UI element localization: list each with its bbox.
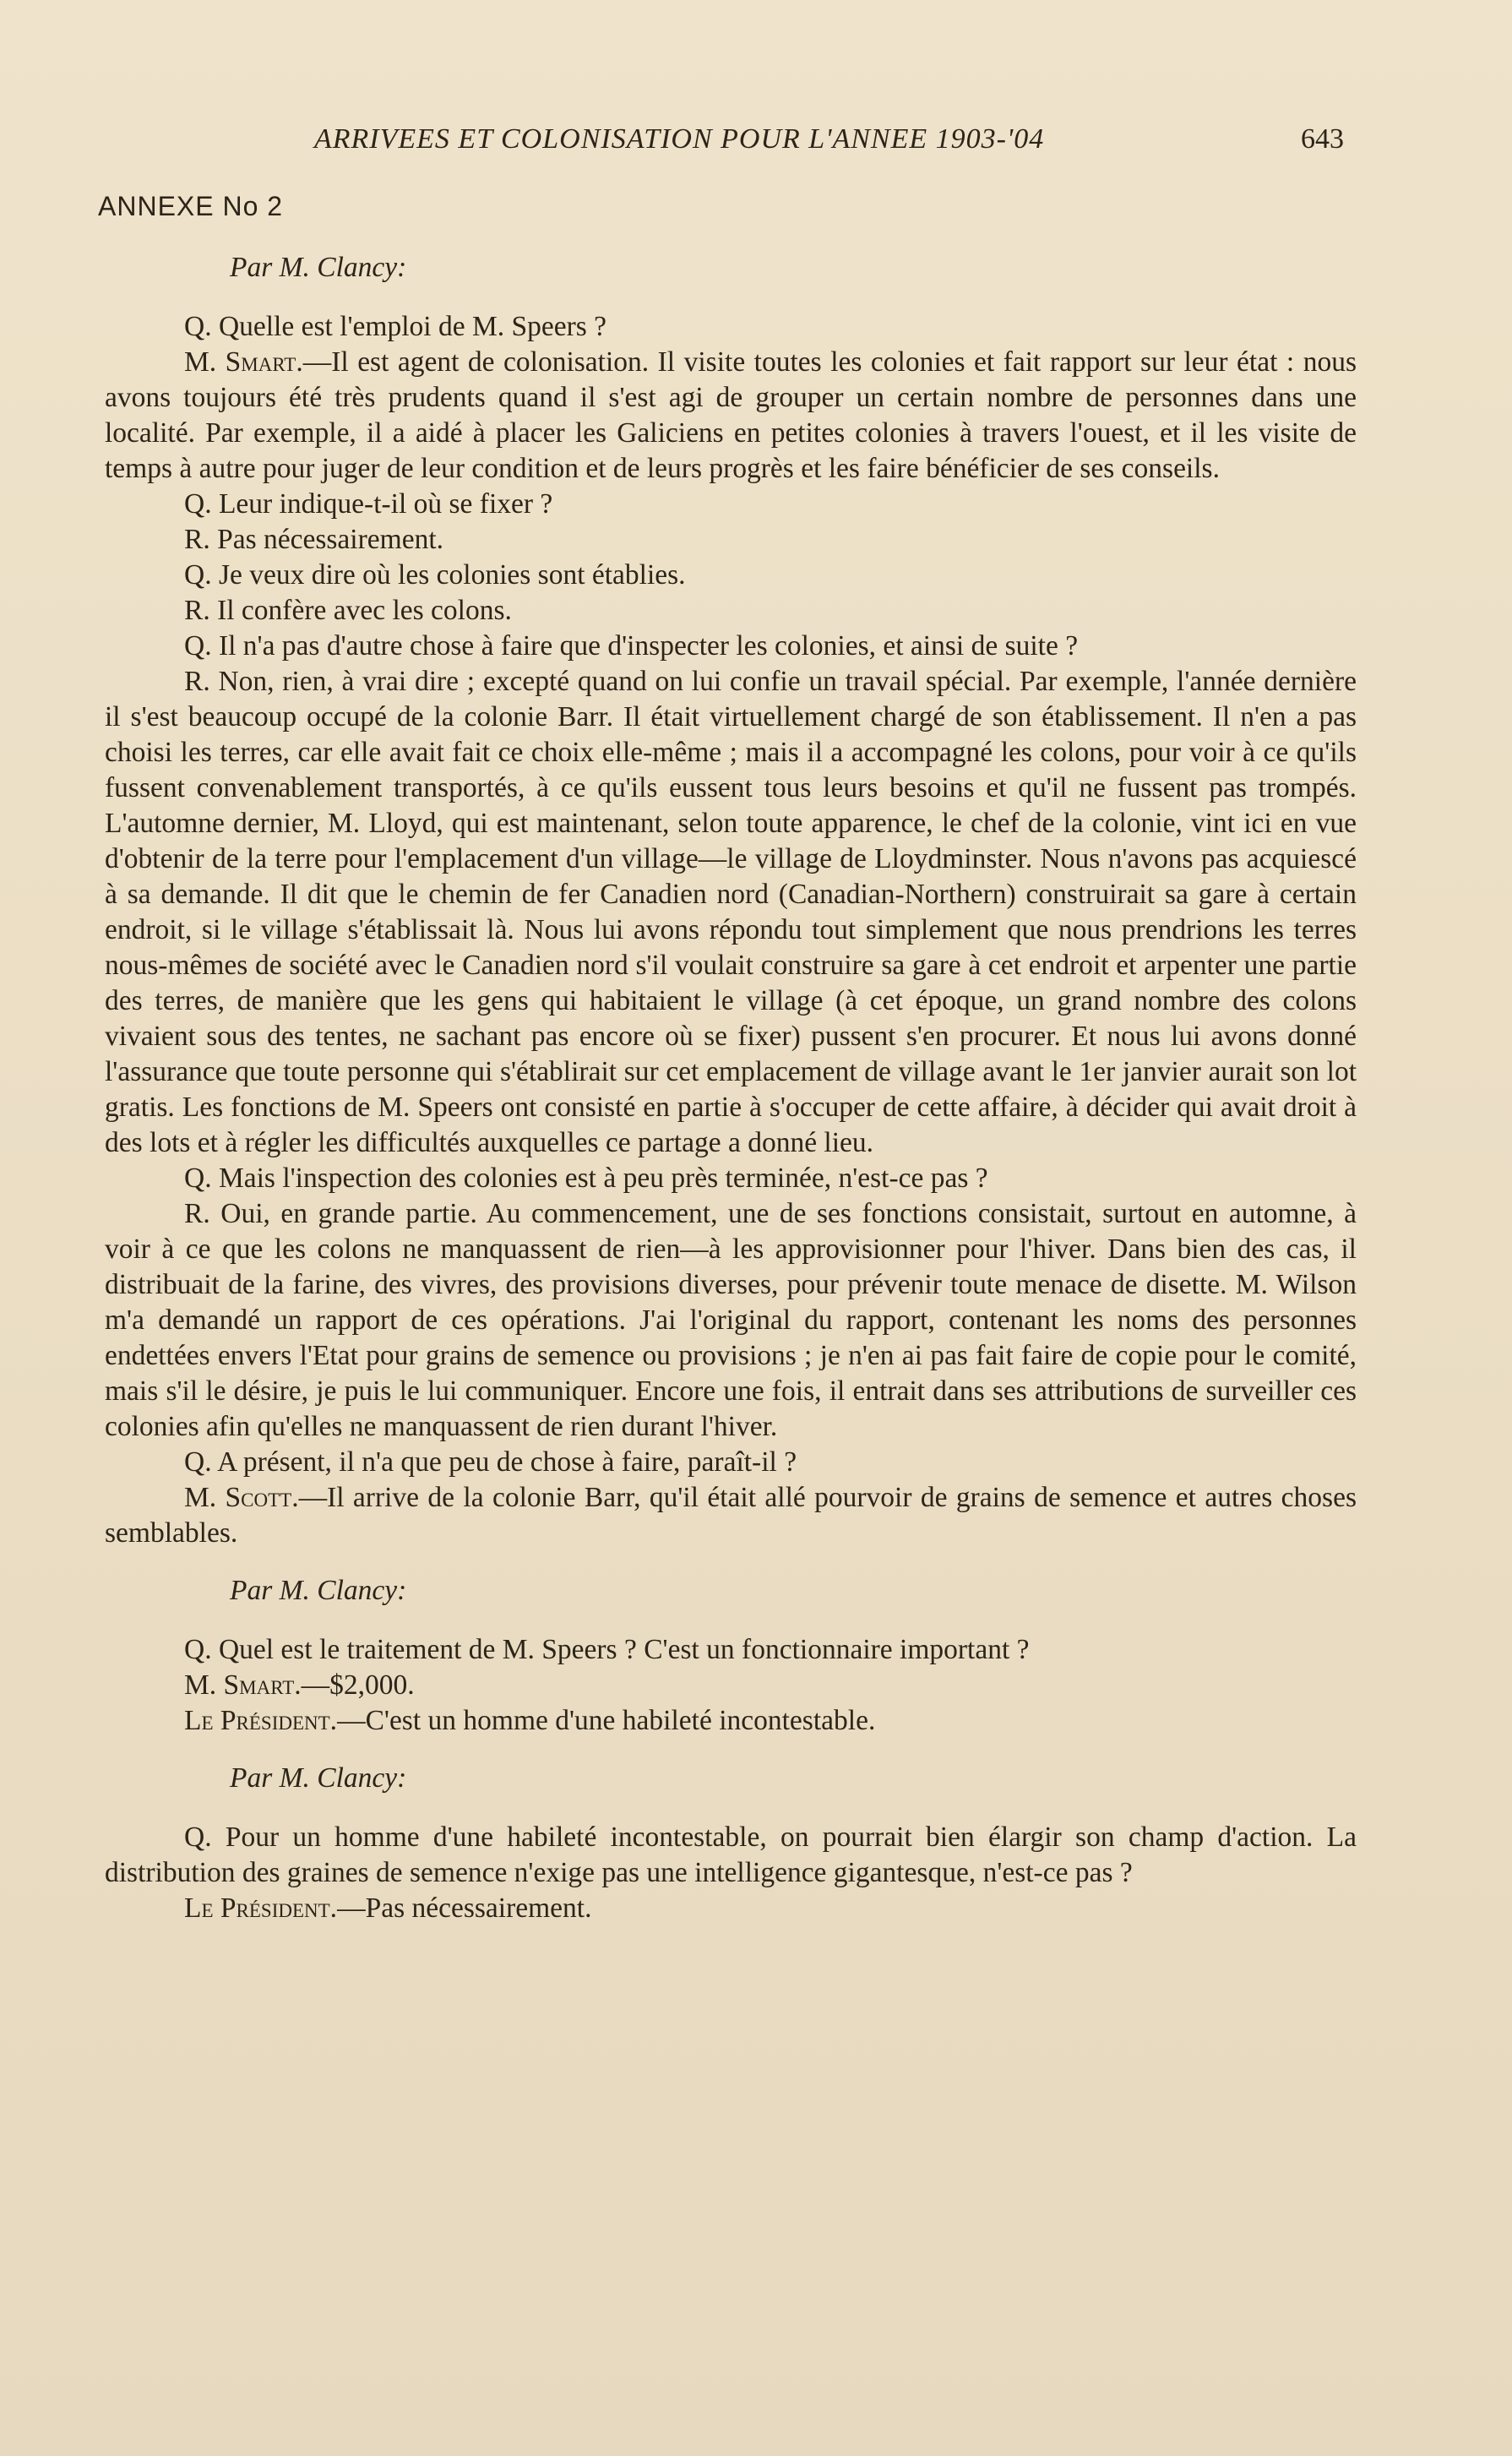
page-number: 643 [1301,123,1344,155]
testimony-paragraph [105,1820,1357,1891]
body-text [105,250,1357,1926]
testimony-paragraph [105,1891,1357,1926]
testimony-paragraph [105,1196,1357,1445]
paragraph-text: —C'est un homme d'une habileté incontestable. [337,1705,876,1736]
testimony-paragraph [105,1480,1357,1551]
testimony-paragraph [105,1668,1357,1703]
paragraph-text: —Il est agent de colonisation. Il visite toutes les colonies et fait rapport sur leur état : nous avons toujours été très prudents quand il s'est agi de grouper un certain nombre de personnes dans une localité. Par exemple, il a aidé à placer les Galiciens en petites colonies à travers l'ouest, et il les visite de temps à autre pour juger de leur condition et de leurs progrès et les faire bénéficier de ses conseils. [105,346,1357,484]
testimony-paragraph [105,522,1357,558]
testimony-paragraph [105,629,1357,664]
paragraph-text: R. Il confère avec les colons. [184,595,512,626]
testimony-paragraph [105,309,1357,345]
paragraph-text: Q. A présent, il n'a que peu de chose à faire, paraît-il ? [184,1446,797,1478]
paragraph-text: R. Non, rien, à vrai dire ; excepté quand on lui confie un travail spécial. Par exemple, l'année dernière il s'est beaucoup occupé de la colonie Barr. Il était virtuellement chargé de son établissement. Il n'en a pas choisi les terres, car elle avait fait ce choix elle-même ; mais il a accompagné les colons, pour voir à ce qu'ils fussent convenablement transportés, à ce qu'ils eussent tous leurs besoins et qu'il ne fussent pas trompés. L'automne dernier, M. Lloyd, qui est maintenant, selon toute apparence, le chef de la colonie, vint ici en vue d'obtenir de la terre pour l'emplacement d'un village—le village de Lloydminster. Nous n'avons pas acquiescé à sa demande. Il dit que le chemin de fer Canadien nord (Canadian-Northern) construirait sa gare à certain endroit, si le village s'établissait là. Nous lui avons répondu tout simplement que nous prendrions les terres nous-mêmes de société avec le Canadien nord s'il voulait construire sa gare à cet endroit et arpenter une partie des terres, de manière que les gens qui habitaient le village (à cet époque, un grand nombre des colons vivaient sous des tentes, ne sachant pas encore où se fixer) pussent s'en procurer. Et nous lui avons donné l'assurance que toute personne qui s'établirait sur cet emplacement de village avant le 1er janvier aurait son lot gratis. Les fonctions de M. Speers ont consisté en partie à s'occuper de cette affaire, à décider qui avait droit à des lots et à régler les difficultés auxquelles ce partage a donné lieu. [105,666,1357,1158]
speaker-name: M. Smart. [184,346,303,378]
paragraph-text: Q. Quelle est l'emploi de M. Speers ? [184,311,607,342]
testimony-paragraph [105,487,1357,522]
paragraph-text: Q. Je veux dire où les colonies sont établies. [184,559,686,591]
annex-label: ANNEXE No 2 [98,191,284,221]
testimony-paragraph [105,1632,1357,1668]
testimony-paragraph [105,1161,1357,1196]
speaker-heading: Par M. Clancy: [230,1575,407,1606]
paragraph-text: Q. Mais l'inspection des colonies est à peu près terminée, n'est-ce pas ? [184,1163,988,1194]
paragraph-text: Q. Il n'a pas d'autre chose à faire que d'inspecter les colonies, et ainsi de suite ? [184,630,1079,662]
testimony-paragraph [105,1445,1357,1480]
paragraph-text: —Pas nécessairement. [337,1892,592,1924]
paragraph-text: Q. Pour un homme d'une habileté incontestable, on pourrait bien élargir son champ d'action. La distribution des graines de semence n'exige pas une intelligence gigantesque, n'est-ce pas ? [105,1822,1357,1888]
paragraph-text: —$2,000. [301,1669,415,1701]
speaker-heading: Par M. Clancy: [230,252,407,283]
speaker-name: Le Président. [184,1705,338,1736]
testimony-paragraph [105,345,1357,487]
speaker-name: M. Smart. [184,1669,302,1701]
paragraph-text: R. Pas nécessairement. [184,524,443,555]
testimony-paragraph [105,558,1357,593]
running-title: ARRIVEES ET COLONISATION POUR L'ANNEE 1903-'04 [314,123,1045,155]
testimony-paragraph [105,664,1357,1161]
speaker-name: M. Scott. [184,1482,299,1513]
paragraph-text: Q. Leur indique-t-il où se fixer ? [184,488,553,520]
testimony-paragraph [105,593,1357,629]
paragraph-text: R. Oui, en grande partie. Au commencement, une de ses fonctions consistait, surtout en automne, à voir à ce que les colons ne manquassent de rien—à les approvisionner pour l'hiver. Dans bien des cas, il distribuait de la farine, des vivres, des provisions diverses, pour prévenir toute menace de disette. M. Wilson m'a demandé un rapport de ces opérations. J'ai l'original du rapport, contenant les noms des personnes endettées envers l'Etat pour grains de semence ou provisions ; je n'en ai pas fait faire de copie pour le comité, mais s'il le désire, je puis le lui communiquer. Encore une fois, il entrait dans ses attributions de surveiller ces colonies afin qu'elles ne manquassent de rien durant l'hiver. [105,1198,1357,1442]
paragraph-text: —Il arrive de la colonie Barr, qu'il était allé pourvoir de grains de semence et autres choses semblables. [105,1482,1357,1549]
testimony-paragraph [105,1703,1357,1739]
speaker-name: Le Président. [184,1892,338,1924]
speaker-heading: Par M. Clancy: [230,1762,407,1794]
paragraph-text: Q. Quel est le traitement de M. Speers ? C'est un fonctionnaire important ? [184,1634,1030,1665]
